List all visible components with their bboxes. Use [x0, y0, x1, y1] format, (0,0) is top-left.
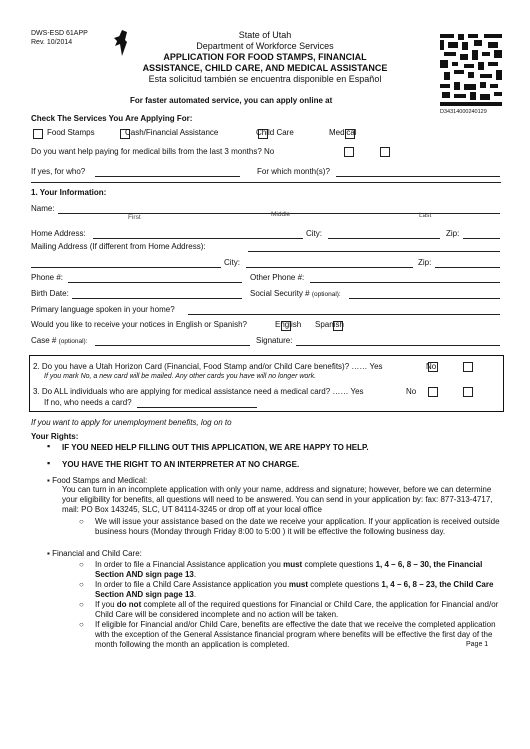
phone-label: Phone #:: [31, 273, 64, 282]
mailing-city-label: City:: [224, 258, 240, 267]
online-apply-text: For faster automated service, you can apply online at: [130, 96, 333, 105]
child-care-label: Child Care: [256, 128, 294, 137]
food-stamps-checkbox[interactable]: [33, 129, 43, 139]
signature-field[interactable]: [296, 345, 500, 346]
sub-bullet-icon: ○: [79, 580, 84, 589]
food-stamps-effective-text: We will issue your assistance based on the date we receive your application. If your application is received outside business hours (Monday through Friday 8:00 to 5:00 ) it will be effective the following business day.: [95, 517, 500, 536]
revision-date: Rev. 10/2014: [31, 39, 73, 46]
fc2-must: must: [288, 580, 309, 589]
medical-card-no-checkbox[interactable]: [428, 387, 438, 397]
incomplete-application-text: [95, 600, 502, 620]
zip-label: Zip:: [446, 229, 460, 238]
fc3-a: If you: [95, 600, 117, 609]
first-name-caption: First: [128, 214, 141, 221]
title-line-1: APPLICATION FOR FOOD STAMPS, FINANCIAL: [163, 52, 367, 62]
birth-date-label: Birth Date:: [31, 289, 69, 298]
zip-field[interactable]: [463, 238, 500, 239]
medical-card-question: 3. Do ALL individuals who are applying for medical assistance need a medical card? …… Yes: [33, 387, 364, 396]
city-field[interactable]: [328, 238, 440, 239]
spanish-availability: Esta solicitud también se encuentra disponible en Español: [148, 74, 382, 84]
medical-bills-yes-checkbox[interactable]: [380, 147, 390, 157]
mailing-address-field[interactable]: [248, 251, 500, 252]
name-label: Name:: [31, 204, 55, 213]
middle-name-caption: Middle: [271, 211, 291, 218]
title-line-2: ASSISTANCE, CHILD CARE, AND MEDICAL ASSISTANCE: [142, 63, 388, 73]
home-address-field[interactable]: [93, 238, 303, 239]
phone-field[interactable]: [68, 282, 242, 283]
medical-card-yes-checkbox[interactable]: [463, 387, 473, 397]
medical-bills-no-checkbox[interactable]: [344, 147, 354, 157]
bullet-icon: ▪: [47, 441, 51, 451]
right-interpreter-text: YOU HAVE THE RIGHT TO AN INTERPRETER AT NO CHARGE.: [62, 460, 300, 469]
ssn-label-text: Social Security #: [250, 289, 310, 298]
ssn-field[interactable]: [349, 298, 500, 299]
fc1-a: In order to file a Financial Assistance application you: [95, 560, 284, 569]
food-stamps-medical-body: You can turn in an incomplete application with only your name, address and signature; however, before we can determine your eligibility for benefits, all questions will need to be answered. You can send in your application by: fax: 877-313-4717, mail: PO Box 143245, SLC, UT 84114-3245 or drop off at your local office: [62, 485, 493, 514]
other-phone-field[interactable]: [310, 282, 500, 283]
case-label-text: Case #: [31, 336, 57, 345]
ssn-label: [250, 289, 341, 298]
primary-language-field[interactable]: [188, 314, 500, 315]
fc2-b: complete questions: [308, 580, 382, 589]
bullet-icon: ▪: [47, 458, 51, 468]
horizon-card-yes-checkbox[interactable]: [463, 362, 473, 372]
if-yes-for-who-label: If yes, for who?: [31, 167, 86, 176]
department-name: Department of Workforce Services: [196, 41, 334, 51]
case-number-label: [31, 336, 88, 345]
fc2-a: In order to file a Child Care Assistance application you: [95, 580, 289, 589]
barcode-icon: [440, 34, 502, 106]
fc-head-text: Financial and Child Care:: [52, 549, 142, 558]
rights-heading: Your Rights:: [31, 432, 79, 441]
benefits-effective-text: If eligible for Financial and/or Child Care, benefits are effective the date that we receive the completed application with the exception of the General Assistance financial program where benefits will be effective the first day of the month following the month an application is completed.: [95, 620, 496, 649]
medical-card-no-label: No: [406, 387, 417, 396]
case-optional: (optional):: [58, 338, 88, 345]
utah-logo-icon: [112, 30, 128, 56]
which-months-field[interactable]: [336, 176, 500, 177]
barcode-number: D3431400024012​9: [440, 109, 487, 115]
horizon-card-note: If you mark No, a new card will be mailed. Any other cards you have will no longer work.: [44, 373, 317, 380]
case-number-field[interactable]: [95, 345, 250, 346]
which-months-label: For which month(s)?: [257, 167, 330, 176]
services-heading: Check The Services You Are Applying For:: [31, 114, 193, 123]
sub-bullet-icon: ○: [79, 600, 84, 609]
who-needs-card-label: If no, who needs a card?: [44, 398, 132, 407]
mailing-address-label: Mailing Address (If different from Home Address):: [31, 242, 206, 251]
city-label: City:: [306, 229, 322, 238]
birth-date-field[interactable]: [72, 298, 242, 299]
who-needs-card-field[interactable]: [137, 407, 257, 408]
mailing-zip-label: Zip:: [418, 258, 432, 267]
horizon-card-no-label: No: [426, 362, 437, 371]
unemployment-text: If you want to apply for unemployment benefits, log on to: [31, 418, 232, 427]
state-name: State of Utah: [238, 30, 292, 40]
horizon-card-question: 2. Do you have a Utah Horizon Card (Financial, Food Stamp and/or Child Care benefits)? …… Yes: [33, 362, 383, 371]
your-information-heading: 1. Your Information:: [31, 188, 107, 197]
other-phone-label: Other Phone #:: [250, 273, 305, 282]
mailing-city-field[interactable]: [246, 267, 413, 268]
primary-language-label: Primary language spoken in your home?: [31, 305, 175, 314]
mailing-zip-field[interactable]: [435, 267, 500, 268]
form-id: DWS-ESD 61APP: [31, 30, 88, 37]
mailing-address-field-2[interactable]: [31, 267, 221, 268]
fc3-not: do not: [116, 600, 142, 609]
sub-bullet-icon: ○: [79, 517, 84, 526]
sub-bullet-icon: ○: [79, 620, 84, 629]
fc1-b: complete questions: [302, 560, 376, 569]
notices-language-label: Would you like to receive your notices in English or Spanish?: [31, 320, 247, 329]
page-number: Page 1: [466, 641, 489, 648]
fc1-c: 1, 4 – 6, 8 – 30, the Financial Section AND sign page 13: [95, 560, 483, 579]
signature-label: Signature:: [256, 336, 293, 345]
fc1-must: must: [283, 560, 303, 569]
financial-child-care-heading: ▪ Financial and Child Care:: [47, 549, 142, 558]
home-address-label: Home Address:: [31, 229, 86, 238]
section-divider: [31, 182, 501, 183]
financial-requirement-text: In order to file a Financial Assistance application you must complete questions 1, 4 – 6, 8 – 30, the Financial Section AND sign page 13.: [95, 560, 483, 579]
child-care-requirement-text: In order to file a Child Care Assistance application you must complete questions 1, 4 – 6, 8 – 23, the Child Care Section AND sign page 13.: [95, 580, 494, 599]
last-name-caption: Last: [419, 212, 432, 219]
food-stamps-medical-heading: ▪ Food Stamps and Medical:: [47, 476, 148, 485]
medical-bills-question: Do you want help paying for medical bills from the last 3 months? No: [31, 147, 275, 156]
fc3-b: complete all of the required questions for Financial or Child Care, the application for Financial and/or Child Care will be considered incomplete and no action will be taken.: [95, 600, 499, 619]
cash-assistance-label: Cash/Financial Assistance: [125, 128, 219, 137]
ssn-optional: (optional):: [311, 291, 341, 298]
spanish-label: Spanish: [315, 320, 344, 329]
fs-head-text: Food Stamps and Medical:: [52, 476, 148, 485]
fc2-c: 1, 4 – 6, 8 – 23, the Child Care Section AND sign page 13: [95, 580, 494, 599]
medical-label: Medical: [329, 128, 357, 137]
food-stamps-label: Food Stamps: [47, 128, 95, 137]
right-help-text: IF YOU NEED HELP FILLING OUT THIS APPLICATION, WE ARE HAPPY TO HELP.: [62, 443, 369, 452]
sub-bullet-icon: ○: [79, 560, 84, 569]
english-label: English: [275, 320, 302, 329]
if-yes-for-who-field[interactable]: [95, 176, 240, 177]
